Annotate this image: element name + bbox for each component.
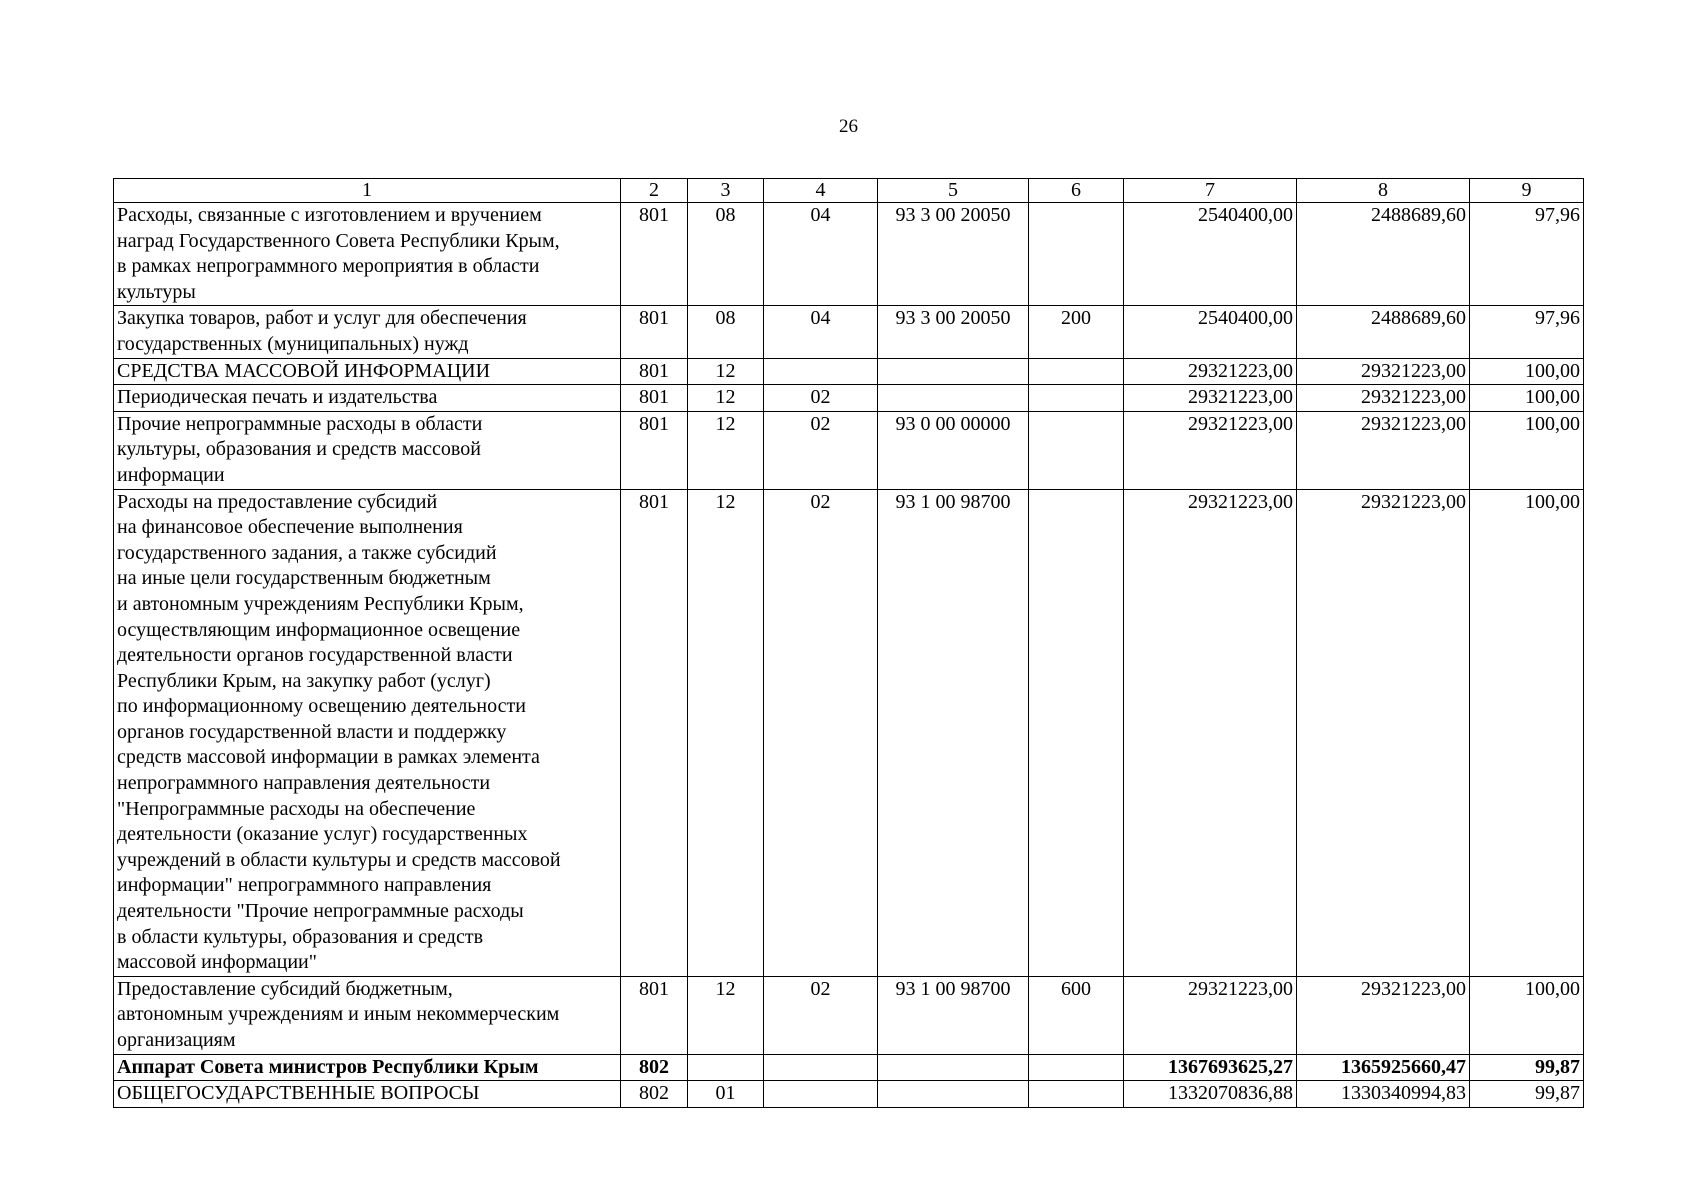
table-row — [114, 411, 1584, 489]
row-executed-amount-cell: 1330340994,83 — [1297, 1081, 1470, 1108]
row-subsection-cell: 02 — [764, 976, 878, 1054]
row-expense-type-cell — [1029, 411, 1124, 489]
row-section-cell: 12 — [688, 411, 764, 489]
table-row — [114, 976, 1584, 1054]
header-cell: 3 — [688, 179, 764, 203]
row-subsection-cell — [764, 358, 878, 385]
row-target-article-cell: 93 1 00 98700 — [878, 489, 1029, 976]
row-subsection-cell — [764, 1054, 878, 1081]
row-expense-type-cell — [1029, 203, 1124, 306]
row-code-cell: 802 — [621, 1054, 688, 1081]
row-target-article-cell: 93 3 00 20050 — [878, 203, 1029, 306]
table-row — [114, 489, 1584, 976]
row-executed-amount-cell: 29321223,00 — [1297, 489, 1470, 976]
row-code-cell: 801 — [621, 489, 688, 976]
row-name-cell: СРЕДСТВА МАССОВОЙ ИНФОРМАЦИИ — [114, 358, 621, 385]
header-cell: 1 — [114, 179, 621, 203]
header-cell: 4 — [764, 179, 878, 203]
row-name-cell: Закупка товаров, работ и услуг для обеспечения государственных (муниципальных) нужд — [114, 306, 621, 358]
table-row — [114, 1054, 1584, 1081]
row-code-cell: 802 — [621, 1081, 688, 1108]
row-section-cell: 08 — [688, 306, 764, 358]
row-code-cell: 801 — [621, 203, 688, 306]
table-header-row — [114, 179, 1584, 203]
header-cell: 5 — [878, 179, 1029, 203]
table-row — [114, 306, 1584, 358]
row-name-cell: Предоставление субсидий бюджетным, автономным учреждениям и иным некоммерческим организациям — [114, 976, 621, 1054]
row-percent-cell: 100,00 — [1470, 411, 1584, 489]
row-approved-amount-cell: 29321223,00 — [1124, 489, 1297, 976]
header-cell: 9 — [1470, 179, 1584, 203]
row-target-article-cell: 93 3 00 20050 — [878, 306, 1029, 358]
row-code-cell: 801 — [621, 976, 688, 1054]
table-row — [114, 358, 1584, 385]
row-subsection-cell — [764, 1081, 878, 1108]
row-expense-type-cell: 200 — [1029, 306, 1124, 358]
row-target-article-cell — [878, 385, 1029, 412]
row-name-cell: Прочие непрограммные расходы в области культуры, образования и средств массовой информации — [114, 411, 621, 489]
header-cell: 8 — [1297, 179, 1470, 203]
budget-table — [113, 178, 1584, 1108]
row-subsection-cell: 02 — [764, 385, 878, 412]
row-target-article-cell — [878, 1054, 1029, 1081]
row-target-article-cell — [878, 358, 1029, 385]
row-subsection-cell: 02 — [764, 489, 878, 976]
row-subsection-cell: 02 — [764, 411, 878, 489]
row-executed-amount-cell: 29321223,00 — [1297, 358, 1470, 385]
row-executed-amount-cell: 2488689,60 — [1297, 306, 1470, 358]
row-code-cell: 801 — [621, 306, 688, 358]
row-executed-amount-cell: 29321223,00 — [1297, 976, 1470, 1054]
table-row — [114, 1081, 1584, 1108]
header-cell: 2 — [621, 179, 688, 203]
row-section-cell: 12 — [688, 358, 764, 385]
row-target-article-cell: 93 0 00 00000 — [878, 411, 1029, 489]
row-approved-amount-cell: 1367693625,27 — [1124, 1054, 1297, 1081]
row-expense-type-cell — [1029, 489, 1124, 976]
row-subsection-cell: 04 — [764, 203, 878, 306]
row-section-cell: 12 — [688, 489, 764, 976]
row-approved-amount-cell: 2540400,00 — [1124, 203, 1297, 306]
row-code-cell: 801 — [621, 411, 688, 489]
row-target-article-cell — [878, 1081, 1029, 1108]
row-name-cell: Расходы на предоставление субсидий на финансовое обеспечение выполнения государственного задания, а также субсидий на иные цели государственным бюджетным и автономным учреждениям Республики Крым, осуществляющим информационное освещение деятельности органов государственной власти Республики Крым, на закупку работ (услуг) по информационному освещению деятельности органов государственной власти и поддержку средств массовой информации в рамках элемента непрограммного направления деятельности "Непрограммные расходы на обеспечение деятельности (оказание услуг) государственных учреждений в области культуры и средств массовой информации" непрограммного направления деятельности "Прочие непрограммные расходы в области культуры, образования и средств массовой информации" — [114, 489, 621, 976]
row-expense-type-cell — [1029, 1054, 1124, 1081]
row-section-cell: 08 — [688, 203, 764, 306]
row-executed-amount-cell: 29321223,00 — [1297, 385, 1470, 412]
table-row — [114, 385, 1584, 412]
row-approved-amount-cell: 1332070836,88 — [1124, 1081, 1297, 1108]
row-approved-amount-cell: 29321223,00 — [1124, 411, 1297, 489]
row-target-article-cell: 93 1 00 98700 — [878, 976, 1029, 1054]
row-expense-type-cell — [1029, 1081, 1124, 1108]
row-subsection-cell: 04 — [764, 306, 878, 358]
row-code-cell: 801 — [621, 358, 688, 385]
row-approved-amount-cell: 2540400,00 — [1124, 306, 1297, 358]
row-executed-amount-cell: 1365925660,47 — [1297, 1054, 1470, 1081]
row-expense-type-cell: 600 — [1029, 976, 1124, 1054]
row-approved-amount-cell: 29321223,00 — [1124, 385, 1297, 412]
row-name-cell: ОБЩЕГОСУДАРСТВЕННЫЕ ВОПРОСЫ — [114, 1081, 621, 1108]
row-executed-amount-cell: 29321223,00 — [1297, 411, 1470, 489]
row-percent-cell: 99,87 — [1470, 1081, 1584, 1108]
header-cell: 6 — [1029, 179, 1124, 203]
row-section-cell: 12 — [688, 385, 764, 412]
row-percent-cell: 97,96 — [1470, 306, 1584, 358]
row-percent-cell: 100,00 — [1470, 976, 1584, 1054]
row-code-cell: 801 — [621, 385, 688, 412]
row-percent-cell: 97,96 — [1470, 203, 1584, 306]
row-percent-cell: 99,87 — [1470, 1054, 1584, 1081]
table-row — [114, 203, 1584, 306]
row-percent-cell: 100,00 — [1470, 385, 1584, 412]
header-cell: 7 — [1124, 179, 1297, 203]
row-executed-amount-cell: 2488689,60 — [1297, 203, 1470, 306]
row-percent-cell: 100,00 — [1470, 489, 1584, 976]
row-section-cell: 12 — [688, 976, 764, 1054]
row-percent-cell: 100,00 — [1470, 358, 1584, 385]
row-section-cell — [688, 1054, 764, 1081]
row-approved-amount-cell: 29321223,00 — [1124, 358, 1297, 385]
row-approved-amount-cell: 29321223,00 — [1124, 976, 1297, 1054]
row-name-cell: Периодическая печать и издательства — [114, 385, 621, 412]
page-number: 26 — [839, 116, 858, 137]
row-expense-type-cell — [1029, 385, 1124, 412]
row-expense-type-cell — [1029, 358, 1124, 385]
row-name-cell: Расходы, связанные с изготовлением и вручением наград Государственного Совета Республики Крым, в рамках непрограммного мероприятия в области культуры — [114, 203, 621, 306]
row-section-cell: 01 — [688, 1081, 764, 1108]
row-name-cell: Аппарат Совета министров Республики Крым — [114, 1054, 621, 1081]
